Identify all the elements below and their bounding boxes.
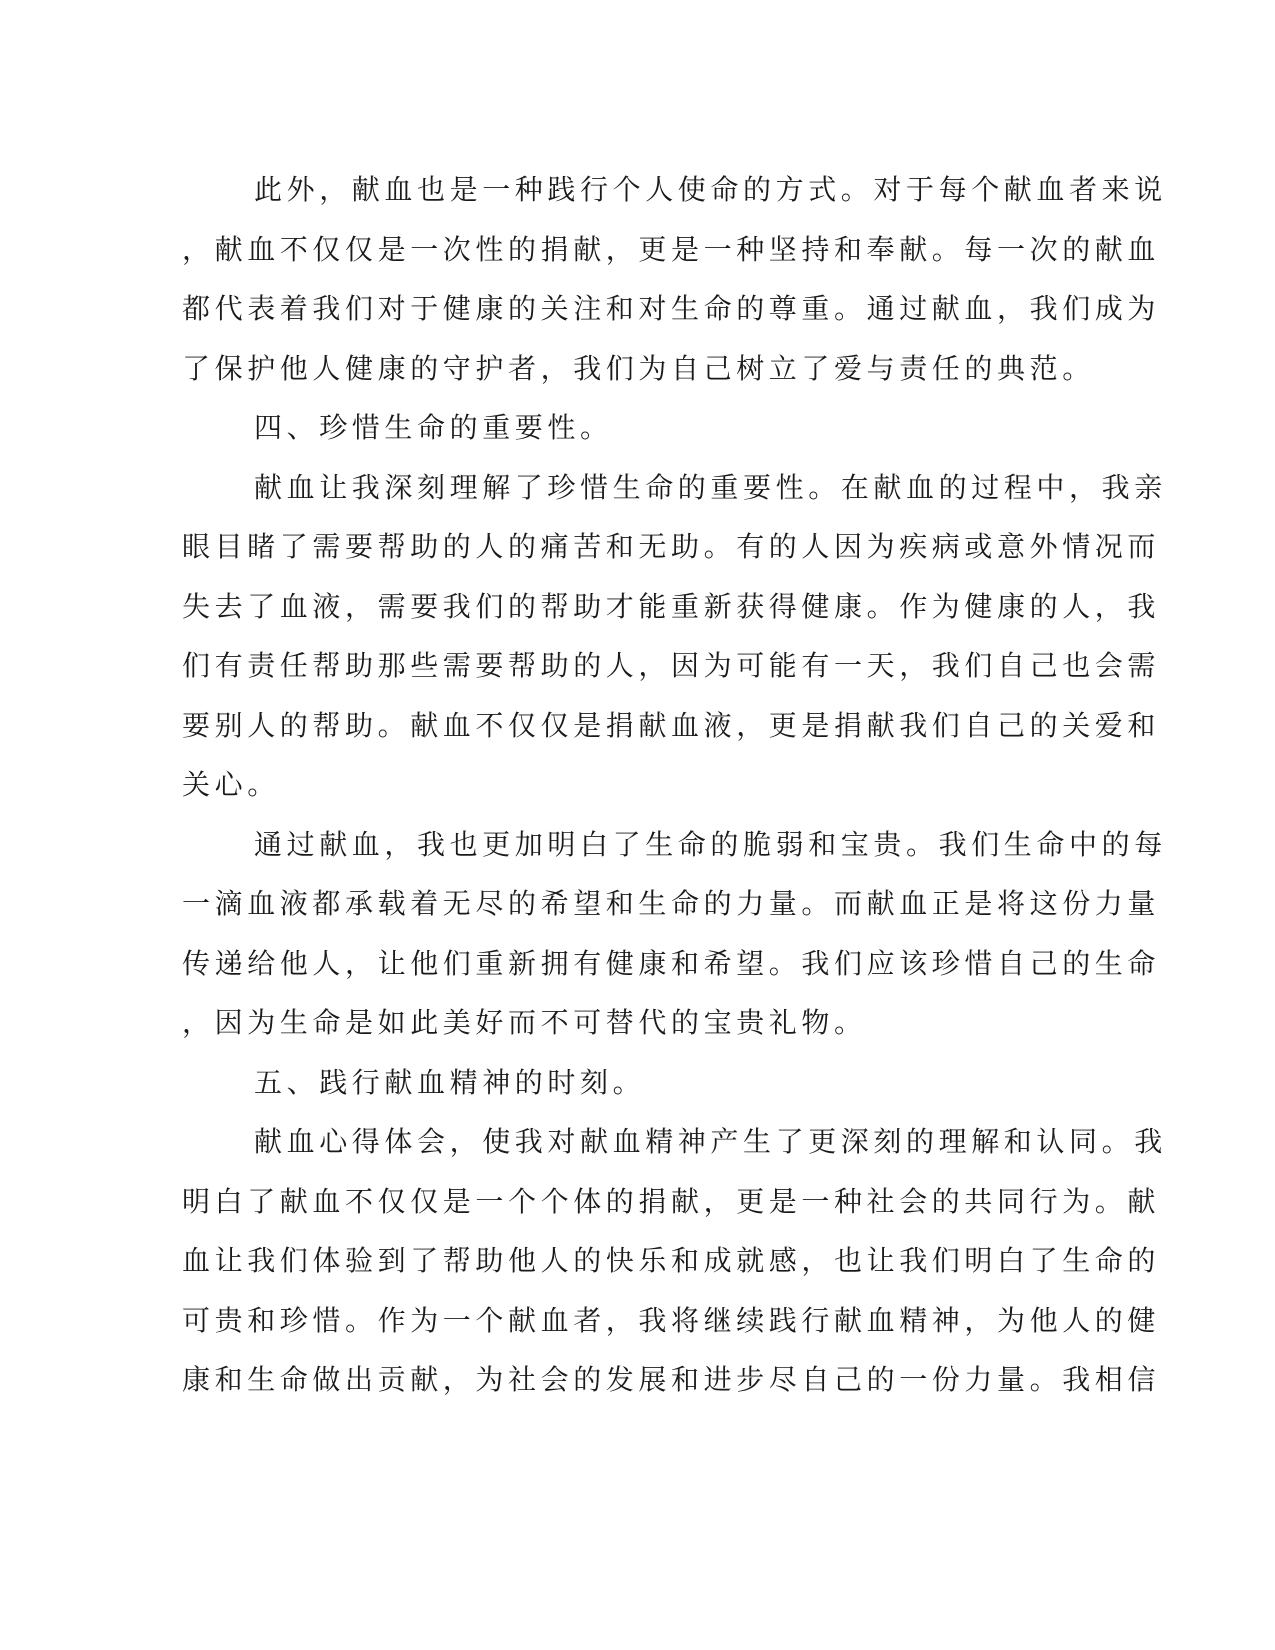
section-heading: 五、践行献血精神的时刻。 (254, 1065, 646, 1099)
document-body (182, 160, 1167, 1410)
text-line: 献血让我深刻理解了珍惜生命的重要性。在献血的过程中，我亲 (254, 470, 1167, 504)
text-line: 明白了献血不仅仅是一个个体的捐献，更是一种社会的共同行为。献 (182, 1184, 1161, 1218)
text-line: 们有责任帮助那些需要帮助的人，因为可能有一天，我们自己也会需 (182, 649, 1161, 682)
text-line: 可贵和珍惜。作为一个献血者，我将继续践行献血精神，为他人的健 (182, 1303, 1161, 1337)
text-line: 献血心得体会，使我对献血精神产生了更深刻的理解和认同。我 (254, 1125, 1167, 1158)
text-line: 都代表着我们对于健康的关注和对生命的尊重。通过献血，我们成为 (182, 292, 1161, 325)
text-line: 通过献血，我也更加明白了生命的脆弱和宝贵。我们生命中的每 (254, 827, 1167, 861)
text-line: 此外，献血也是一种践行个人使命的方式。对于每个献血者来说 (254, 173, 1167, 206)
text-line: ，献血不仅仅是一次性的捐献，更是一种坚持和奉献。每一次的献血 (182, 232, 1161, 266)
text-line: 康和生命做出贡献，为社会的发展和进步尽自己的一份力量。我相信 (182, 1363, 1161, 1396)
text-line: 关心。 (182, 768, 280, 801)
text-line: ，因为生命是如此美好而不可替代的宝贵礼物。 (182, 1006, 867, 1039)
text-line: 一滴血液都承载着无尽的希望和生命的力量。而献血正是将这份力量 (182, 887, 1161, 920)
section-heading: 四、珍惜生命的重要性。 (254, 411, 613, 444)
text-line: 要别人的帮助。献血不仅仅是捐献血液，更是捐献我们自己的关爱和 (182, 708, 1161, 742)
text-line: 眼目睹了需要帮助的人的痛苦和无助。有的人因为疾病或意外情况而 (182, 530, 1161, 563)
text-line: 了保护他人健康的守护者，我们为自己树立了爱与责任的典范。 (182, 351, 1095, 385)
text-line: 传递给他人，让他们重新拥有健康和希望。我们应该珍惜自己的生命 (182, 946, 1161, 980)
text-line: 血让我们体验到了帮助他人的快乐和成就感，也让我们明白了生命的 (182, 1244, 1161, 1277)
text-line: 失去了血液，需要我们的帮助才能重新获得健康。作为健康的人，我 (182, 589, 1161, 623)
